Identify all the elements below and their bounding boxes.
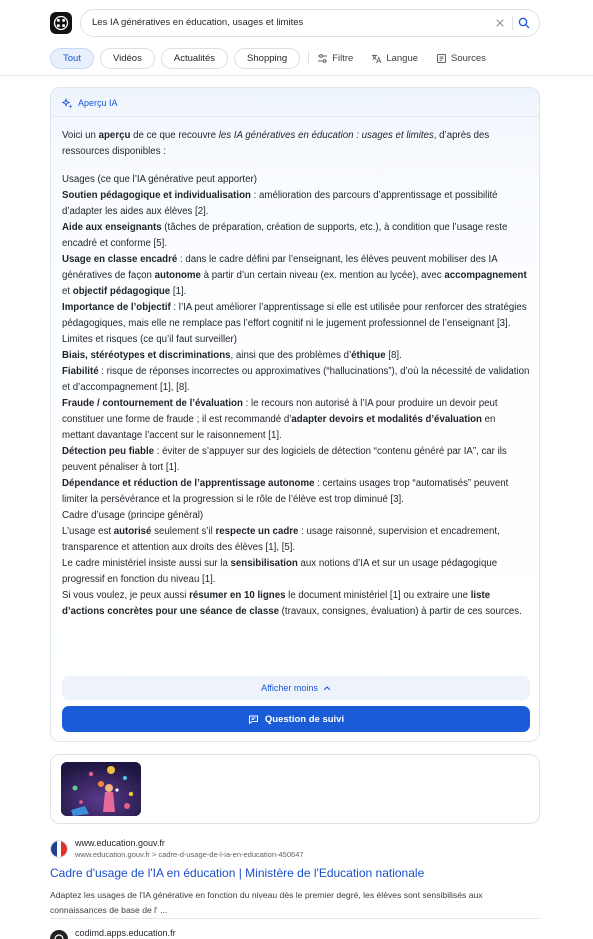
section-heading-usages: Usages (ce que l’IA générative peut apporter) xyxy=(62,174,257,185)
ai-item: Le cadre ministériel insiste aussi sur la sensibilisation aux notions d’IA et sur un usage pédagogique progressif en fonction du niveau [1]. xyxy=(62,558,498,585)
ai-item: Fiabilité : risque de réponses incorrectes ou approximatives (“hallucinations”), d’où la nécessité de validation et d’accompagnement [1], [8]. xyxy=(62,366,530,393)
sources-label: Sources xyxy=(451,52,486,64)
language-button[interactable] xyxy=(371,53,418,64)
search-result xyxy=(50,928,540,939)
translate-icon xyxy=(371,53,382,64)
ai-item: Biais, stéréotypes et discriminations, ainsi que des problèmes d’éthique [8]. xyxy=(62,350,402,361)
ai-item: Détection peu fiable : éviter de s’appuyer sur des logiciels de détection “contenu généré par IA”, car ils peuvent pénaliser à tort [1]. xyxy=(62,446,507,473)
book-icon xyxy=(436,53,447,64)
search-input[interactable] xyxy=(80,9,540,37)
ai-intro: Voici un aperçu de ce que recouvre les IA génératives en éducation : usages et limites, d’après des ressources disponibles : xyxy=(62,130,490,157)
result-site-name: codimd.apps.education.fr xyxy=(75,928,176,938)
ai-item: Si vous voulez, je peux aussi résumer en 10 lignes le document ministériel [1] ou extraire une liste d’actions concrètes pour une séance de classe (travaux, consignes, évaluation) à partir de ces sources. xyxy=(62,590,522,617)
section-heading-framework: Cadre d’usage (principe général) xyxy=(62,510,204,521)
section-heading-limits: Limites et risques (ce qu’il faut surveiller) xyxy=(62,334,237,345)
result-site-name: www.education.gouv.fr xyxy=(75,838,165,848)
ai-item: Importance de l’objectif : l’IA peut améliorer l’apprentissage si elle est utilisée pour renforcer des stratégies pédagogiques, mais elle ne remplace pas l’effort cognitif ni le jugement professionnel de l’enseignant [3]. xyxy=(62,302,527,329)
tab-news[interactable]: Actualités xyxy=(161,48,228,69)
logo[interactable] xyxy=(50,12,72,34)
language-label: Langue xyxy=(386,52,419,64)
ai-overview-label: Aperçu IA xyxy=(78,98,118,108)
search-separator xyxy=(512,16,513,30)
search-query: Les IA génératives en éducation, usages et limites xyxy=(92,17,304,28)
app-logo-icon xyxy=(53,15,69,31)
ai-item: Soutien pédagogique et individualisation : amélioration des parcours d’apprentissage et possibilité d’adapter les aides aux élèves [2]. xyxy=(62,190,498,217)
close-icon xyxy=(495,18,505,28)
result-snippet: Adaptez les usages de l'IA générative en fonction du niveau dès le premier degré, les élèves sont sensibilisés aux connaissances de base de l' ... xyxy=(50,890,483,915)
result-title-link[interactable]: Cadre d'usage de l'IA en éducation | Ministère de l'Education nationale xyxy=(50,866,425,880)
filter-label: Filtre xyxy=(332,52,354,64)
search-tabs xyxy=(50,47,504,69)
ai-overview-header xyxy=(62,97,118,109)
ai-overview-divider xyxy=(51,116,540,117)
show-less-button[interactable] xyxy=(62,676,530,700)
search-button[interactable] xyxy=(517,16,531,30)
french-flag-icon xyxy=(51,841,67,857)
tabs-separator xyxy=(308,51,309,65)
ai-item: Aide aux enseignants (tâches de préparation, création de supports, etc.), à condition que l’usage reste encadré et conforme [5]. xyxy=(62,222,508,249)
chat-bubble-icon xyxy=(248,714,259,725)
ai-item: Fraude / contournement de l’évaluation : le recours non autorisé à l’IA pour produire un devoir peut constituer une forme de fraude ; il est recommandé d’adapter devoirs et modalités d’évaluation en mettant davantage l’accent sur le raisonnement [1]. xyxy=(62,398,498,441)
result-thumbnail[interactable] xyxy=(61,762,141,816)
followup-question-button[interactable] xyxy=(62,706,530,732)
header xyxy=(0,0,593,76)
image-results-card xyxy=(50,754,540,824)
ai-item: L’usage est autorisé seulement s’il respecte un cadre : usage raisonné, supervision et encadrement, transparence et attention aux droits des élèves [1], [5]. xyxy=(62,526,500,553)
ai-item: Usage en classe encadré : dans le cadre défini par l’enseignant, les élèves peuvent mobiliser des IA génératives de façon autonome à partir d’un certain niveau (ex. mention au lycée), avec accompagnement et objectif pédagogique [1]. xyxy=(62,254,527,297)
favicon xyxy=(50,930,68,939)
filter-button[interactable] xyxy=(317,53,353,64)
clear-search-button[interactable] xyxy=(493,16,507,30)
illustration-image xyxy=(61,762,141,816)
ai-overview-content xyxy=(62,128,530,620)
sparkle-icon xyxy=(62,98,73,109)
chevron-up-icon xyxy=(323,684,331,692)
tab-shopping[interactable]: Shopping xyxy=(234,48,300,69)
followup-label: Question de suivi xyxy=(264,713,345,725)
sources-button[interactable] xyxy=(436,53,486,64)
favicon xyxy=(50,840,68,858)
show-less-label: Afficher moins xyxy=(261,683,318,693)
codimd-logo-icon xyxy=(53,933,65,939)
ai-overview-card xyxy=(50,87,540,742)
sliders-icon xyxy=(317,53,328,64)
results-divider xyxy=(50,918,540,919)
ai-item: Dépendance et réduction de l’apprentissage autonome : certains usages trop “automatisés” peuvent limiter la persévérance et la progression si le rôle de l’élève est trop diminué [3]. xyxy=(62,478,509,505)
search-result xyxy=(50,838,540,914)
search-icon xyxy=(518,17,530,29)
tab-all[interactable]: Tout xyxy=(50,48,94,69)
tab-videos[interactable]: Vidéos xyxy=(100,48,155,69)
result-breadcrumb: www.education.gouv.fr > cadre-d-usage-de-l-ia-en-education-450647 xyxy=(75,850,304,859)
